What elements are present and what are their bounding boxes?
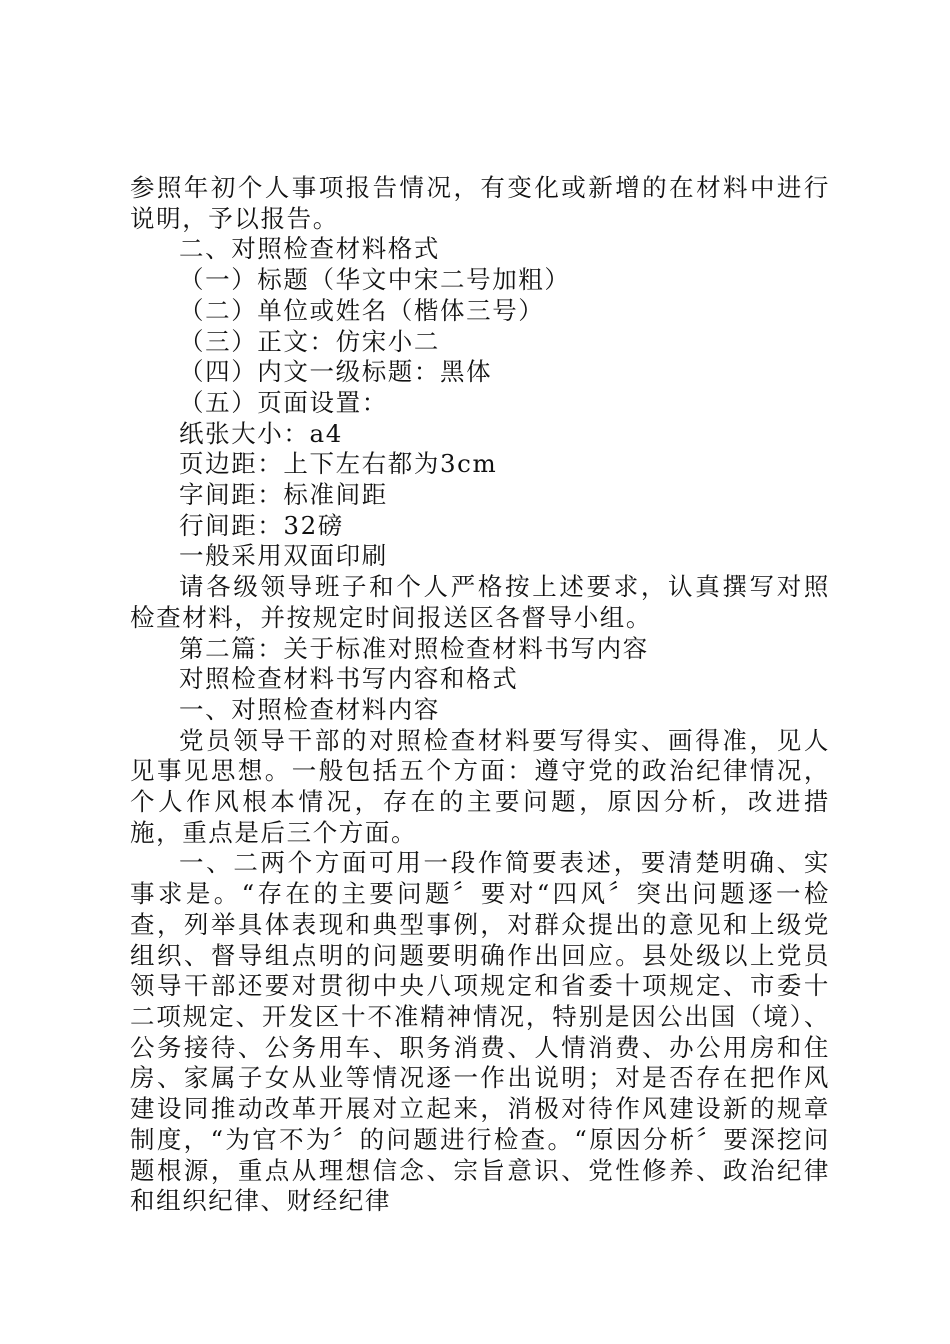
format-item-body: （三）正文：仿宋小二 (179, 326, 440, 356)
page-setup-duplex: 一般采用双面印刷 (179, 541, 388, 571)
page-setup-char-spacing: 字间距：标准间距 (179, 480, 388, 510)
format-item-heading: （四）内文一级标题：黑体 (179, 357, 493, 387)
page-setup-paper-size: 纸张大小：a4 (179, 418, 343, 448)
format-item-unit: （二）单位或姓名（楷体三号） (179, 295, 545, 325)
format-item-title: （一）标题（华文中宋二号加粗） (179, 265, 571, 295)
page-setup-line-spacing: 行间距：32磅 (179, 510, 344, 540)
paragraph-request: 请各级领导班子和个人严格按上述要求，认真撰写对照检查材料，并按规定时间报送区各督导小组。 (130, 572, 830, 632)
paragraph-1: 参照年初个人事项报告情况，有变化或新增的在材料中进行说明，予以报告。 (130, 173, 830, 233)
section-heading-format: 二、对照检查材料格式 (179, 234, 440, 264)
section-heading-content: 一、对照检查材料内容 (179, 694, 440, 724)
chapter-two-subtitle: 对照检查材料书写内容和格式 (179, 664, 519, 694)
chapter-two-title: 第二篇：关于标准对照检查材料书写内容 (179, 633, 649, 663)
format-item-page-setup: （五）页面设置： (179, 387, 388, 417)
paragraph-details: 一、二两个方面可用一段作简要表述，要清楚明确、实事求是。“存在的主要问题〞要对“四风〞突出问题逐一检查，列举具体表现和典型事例，对群众提出的意见和上级党组织、督导组点明的问题要明确作出回应。县处级以上党员领导干部还要对贯彻中央八项规定和省委十项规定、市委十二项规定、开发区十不准精神情况，特别是因公出国（境）、公务接待、公务用车、职务消费、人情消费、办公用房和住房、家属子女从业等情况逐一作出说明；对是否存在把作风建设同推动改革开展对立起来，消极对待作风建设新的规章制度，“为官不为〞的问题进行检查。“原因分析〞要深挖问题根源，重点从理想信念、宗旨意识、党性修养、政治纪律和组织纪律、财经纪律 (130, 848, 830, 1216)
page-setup-margins: 页边距：上下左右都为3cm (179, 449, 498, 479)
paragraph-leaders: 党员领导干部的对照检查材料要写得实、画得准，见人见事见思想。一般包括五个方面：遵守党的政治纪律情况，个人作风根本情况，存在的主要问题，原因分析，改进措施，重点是后三个方面。 (130, 725, 830, 847)
document-body (130, 173, 830, 1217)
